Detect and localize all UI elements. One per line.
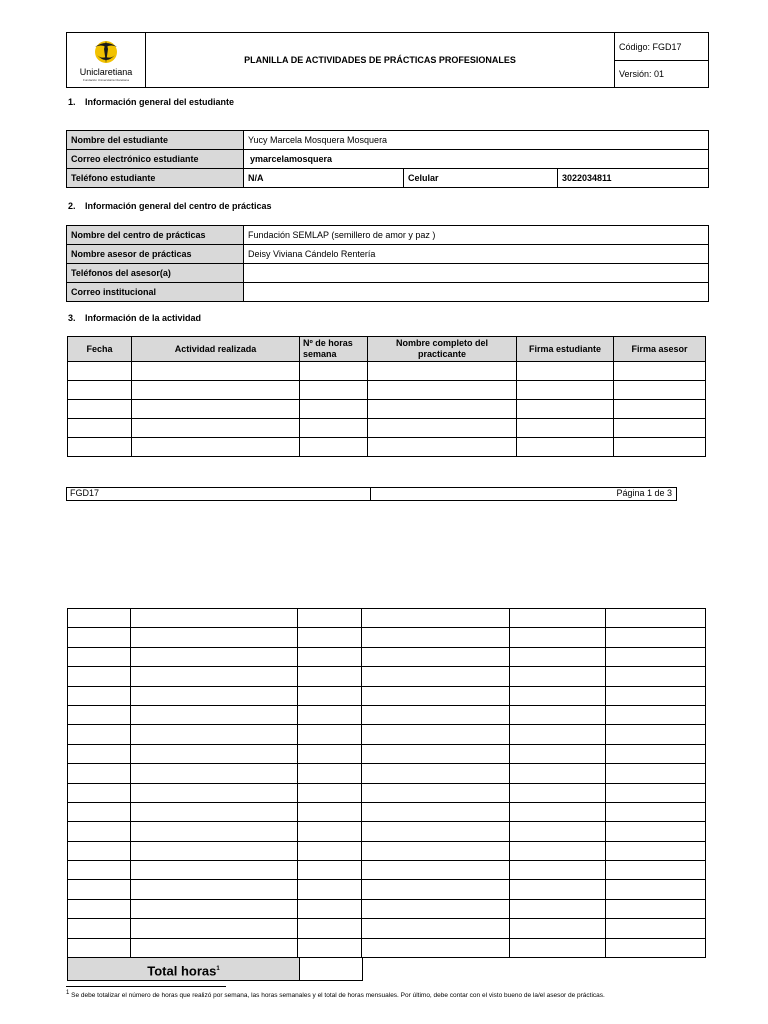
- table-cell[interactable]: [131, 899, 298, 918]
- total-hours-text: Total horas: [147, 963, 217, 979]
- version-cell: Versión: 01: [615, 61, 709, 88]
- table-cell[interactable]: [362, 802, 510, 821]
- institutional-email-label: Correo institucional: [67, 283, 244, 302]
- table-cell[interactable]: [131, 764, 298, 783]
- table-cell[interactable]: [131, 841, 298, 860]
- table-cell[interactable]: [131, 686, 298, 705]
- student-name-label: Nombre del estudiante: [67, 131, 244, 150]
- table-cell[interactable]: [606, 764, 706, 783]
- table-cell[interactable]: [362, 841, 510, 860]
- table-row: [68, 400, 706, 419]
- col-fecha: Fecha: [68, 337, 132, 362]
- table-row: [68, 419, 706, 438]
- table-cell[interactable]: [510, 841, 606, 860]
- section-2-number: 2.: [68, 201, 76, 211]
- institutional-email-value[interactable]: [244, 283, 709, 302]
- table-cell[interactable]: [510, 880, 606, 899]
- table-row: [68, 861, 706, 880]
- table-cell[interactable]: [68, 938, 131, 957]
- table-cell[interactable]: [606, 919, 706, 938]
- table-cell[interactable]: [68, 628, 131, 647]
- col-horas-line1: Nº de horas: [303, 338, 353, 348]
- total-hours-value[interactable]: [298, 957, 363, 981]
- table-cell[interactable]: [298, 899, 362, 918]
- table-cell[interactable]: [298, 783, 362, 802]
- student-info-table: [66, 130, 709, 188]
- logo-text: Uniclaretiana: [79, 67, 133, 77]
- footnote-mark: 1: [66, 990, 70, 996]
- table-row: [68, 783, 706, 802]
- table-cell[interactable]: [298, 609, 362, 628]
- table-cell[interactable]: [510, 647, 606, 666]
- table-row: [68, 764, 706, 783]
- table-cell[interactable]: [606, 899, 706, 918]
- table-cell[interactable]: [606, 609, 706, 628]
- student-phone-value[interactable]: N/A: [244, 169, 404, 188]
- document-header: [66, 32, 709, 88]
- table-cell[interactable]: [298, 822, 362, 841]
- section-1-title: Información general del estudiante: [85, 97, 235, 107]
- table-cell[interactable]: [131, 647, 298, 666]
- table-cell[interactable]: [68, 861, 131, 880]
- table-cell[interactable]: [298, 686, 362, 705]
- table-cell[interactable]: [298, 861, 362, 880]
- table-cell[interactable]: [68, 764, 131, 783]
- table-row: [68, 438, 706, 457]
- table-cell[interactable]: [510, 919, 606, 938]
- logo-cell: [67, 33, 146, 88]
- table-row: [68, 899, 706, 918]
- section-1-number: 1.: [68, 97, 76, 107]
- table-row: [68, 802, 706, 821]
- table-cell[interactable]: [606, 686, 706, 705]
- footer-divider: [370, 488, 371, 500]
- student-mobile-value[interactable]: 3022034811: [558, 169, 709, 188]
- student-name-value[interactable]: Yucy Marcela Mosquera Mosquera: [244, 131, 709, 150]
- table-cell[interactable]: [510, 609, 606, 628]
- table-cell[interactable]: [362, 899, 510, 918]
- table-cell[interactable]: [131, 705, 298, 724]
- table-cell[interactable]: [362, 609, 510, 628]
- table-cell[interactable]: [362, 705, 510, 724]
- col-nombre: [368, 337, 517, 362]
- table-cell[interactable]: [362, 822, 510, 841]
- table-cell[interactable]: [362, 783, 510, 802]
- table-cell[interactable]: [298, 919, 362, 938]
- section-2-title: Información general del centro de prácticas: [85, 201, 272, 211]
- total-hours-row: [67, 957, 363, 981]
- total-hours-footnote-mark: 1: [216, 966, 220, 972]
- center-name-label: Nombre del centro de prácticas: [67, 226, 244, 245]
- table-cell[interactable]: [131, 609, 298, 628]
- uniclaretiana-logo-icon: [71, 35, 141, 83]
- table-cell[interactable]: [68, 841, 131, 860]
- table-cell[interactable]: [298, 880, 362, 899]
- table-row: [68, 744, 706, 763]
- table-cell[interactable]: [298, 667, 362, 686]
- section-2-heading: [68, 201, 272, 211]
- section-3-heading: [68, 313, 201, 323]
- table-row: [68, 628, 706, 647]
- footer-code: FGD17: [70, 488, 100, 498]
- table-row: [68, 667, 706, 686]
- table-cell[interactable]: [606, 861, 706, 880]
- footnote-text: Se debe totalizar el número de horas que realizó por semana, las horas semanales y el total de horas mensuales. Por último, debe contar con el visto bueno de la/el asesor de prácticas.: [69, 992, 605, 1000]
- table-cell[interactable]: [298, 841, 362, 860]
- practice-center-table: [66, 225, 709, 302]
- table-cell[interactable]: [131, 919, 298, 938]
- table-cell[interactable]: [510, 783, 606, 802]
- table-cell[interactable]: [510, 628, 606, 647]
- table-cell[interactable]: [298, 725, 362, 744]
- page-footer: [66, 487, 677, 501]
- table-row: [68, 725, 706, 744]
- table-row: [68, 705, 706, 724]
- table-row: [68, 841, 706, 860]
- student-mobile-label: Celular: [404, 169, 558, 188]
- table-cell[interactable]: [68, 725, 131, 744]
- document-title: PLANILLA DE ACTIVIDADES DE PRÁCTICAS PROFESIONALES: [146, 33, 615, 88]
- table-cell[interactable]: [298, 628, 362, 647]
- table-cell[interactable]: [362, 667, 510, 686]
- table-cell[interactable]: [606, 667, 706, 686]
- table-row: [68, 919, 706, 938]
- col-horas-line2: semana: [303, 349, 337, 359]
- table-cell[interactable]: [362, 628, 510, 647]
- advisor-name-value[interactable]: Deisy Viviana Cándelo Rentería: [244, 245, 709, 264]
- table-cell[interactable]: [131, 725, 298, 744]
- table-cell[interactable]: [606, 938, 706, 957]
- footnote-separator: [66, 986, 226, 987]
- table-cell[interactable]: [362, 686, 510, 705]
- table-cell[interactable]: [68, 919, 131, 938]
- table-cell[interactable]: [68, 609, 131, 628]
- table-cell[interactable]: [298, 938, 362, 957]
- table-cell[interactable]: [606, 822, 706, 841]
- table-cell[interactable]: [362, 880, 510, 899]
- table-cell[interactable]: [606, 802, 706, 821]
- table-cell[interactable]: [131, 880, 298, 899]
- table-cell[interactable]: [606, 880, 706, 899]
- table-cell[interactable]: [362, 764, 510, 783]
- col-nombre-line1: Nombre completo del: [395, 338, 488, 348]
- table-cell[interactable]: [510, 705, 606, 724]
- logo-subtext: Fundación Universitaria Claretiana: [82, 78, 130, 82]
- footnote: [66, 990, 605, 999]
- table-cell[interactable]: [298, 802, 362, 821]
- table-cell[interactable]: [362, 938, 510, 957]
- table-cell[interactable]: [298, 647, 362, 666]
- table-row: [68, 686, 706, 705]
- table-cell[interactable]: [510, 744, 606, 763]
- table-cell[interactable]: [131, 861, 298, 880]
- section-3-number: 3.: [68, 313, 76, 323]
- table-cell[interactable]: [68, 744, 131, 763]
- table-cell[interactable]: [510, 686, 606, 705]
- table-row: [68, 647, 706, 666]
- table-cell[interactable]: [510, 822, 606, 841]
- table-cell[interactable]: [362, 861, 510, 880]
- advisor-phone-value[interactable]: [244, 264, 709, 283]
- table-cell[interactable]: [510, 899, 606, 918]
- table-cell[interactable]: [606, 705, 706, 724]
- table-cell[interactable]: [510, 861, 606, 880]
- table-cell[interactable]: [510, 938, 606, 957]
- table-cell[interactable]: [131, 667, 298, 686]
- col-horas: [300, 337, 368, 362]
- table-cell[interactable]: [606, 783, 706, 802]
- table-cell[interactable]: [68, 822, 131, 841]
- table-cell[interactable]: [131, 744, 298, 763]
- table-cell[interactable]: [510, 725, 606, 744]
- table-cell[interactable]: [510, 667, 606, 686]
- table-cell[interactable]: [68, 783, 131, 802]
- table-row: [68, 362, 706, 381]
- table-row: [68, 938, 706, 957]
- table-cell[interactable]: [68, 705, 131, 724]
- table-cell[interactable]: [362, 647, 510, 666]
- col-nombre-line2: practicante: [417, 349, 467, 359]
- table-cell[interactable]: [606, 628, 706, 647]
- table-row: [68, 822, 706, 841]
- table-cell[interactable]: [68, 667, 131, 686]
- table-cell[interactable]: [68, 686, 131, 705]
- section-3-title: Información de la actividad: [85, 313, 202, 323]
- table-cell[interactable]: [68, 880, 131, 899]
- section-1-heading: [68, 97, 234, 107]
- table-cell[interactable]: [606, 647, 706, 666]
- advisor-name-label: Nombre asesor de prácticas: [67, 245, 244, 264]
- table-cell[interactable]: [606, 744, 706, 763]
- col-firma-estudiante: Firma estudiante: [517, 337, 614, 362]
- total-hours-label: [67, 957, 300, 981]
- student-phone-label: Teléfono estudiante: [67, 169, 244, 188]
- table-cell[interactable]: [68, 647, 131, 666]
- advisor-phone-label: Teléfonos del asesor(a): [67, 264, 244, 283]
- table-row: [68, 880, 706, 899]
- activity-rows-page2: [68, 609, 706, 958]
- activity-table: [67, 336, 706, 457]
- table-cell[interactable]: [68, 802, 131, 821]
- footer-page-number: Página 1 de 3: [616, 488, 672, 498]
- table-cell[interactable]: [131, 783, 298, 802]
- table-cell[interactable]: [510, 802, 606, 821]
- table-cell[interactable]: [68, 899, 131, 918]
- center-name-value[interactable]: Fundación SEMLAP (semillero de amor y paz ): [244, 226, 709, 245]
- activity-rows-page1: [68, 362, 706, 457]
- table-cell[interactable]: [131, 822, 298, 841]
- table-cell[interactable]: [606, 725, 706, 744]
- col-firma-asesor: Firma asesor: [614, 337, 706, 362]
- table-cell[interactable]: [131, 628, 298, 647]
- table-cell[interactable]: [298, 744, 362, 763]
- student-email-label: Correo electrónico estudiante: [67, 150, 244, 169]
- table-cell[interactable]: [131, 802, 298, 821]
- table-cell[interactable]: [510, 764, 606, 783]
- table-cell[interactable]: [362, 725, 510, 744]
- student-email-value[interactable]: ymarcelamosquera: [244, 150, 709, 169]
- table-row: [68, 381, 706, 400]
- table-cell[interactable]: [298, 764, 362, 783]
- table-row: [68, 609, 706, 628]
- table-cell[interactable]: [298, 705, 362, 724]
- activity-table-continued: [67, 608, 706, 958]
- table-cell[interactable]: [362, 744, 510, 763]
- col-actividad: Actividad realizada: [132, 337, 300, 362]
- table-cell[interactable]: [362, 919, 510, 938]
- codigo-cell: Código: FGD17: [615, 33, 709, 61]
- table-cell[interactable]: [606, 841, 706, 860]
- table-cell[interactable]: [131, 938, 298, 957]
